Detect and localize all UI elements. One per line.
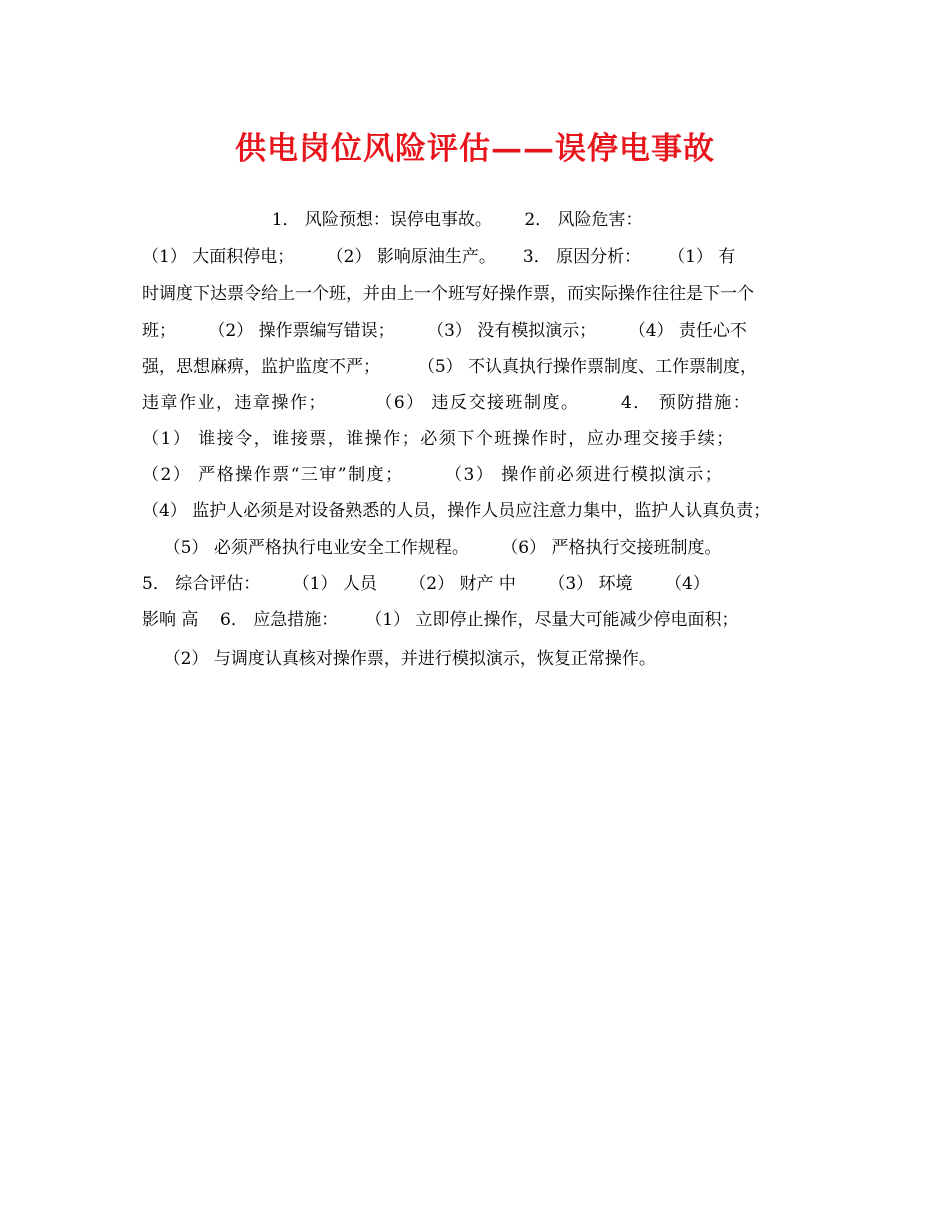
body-line: （1） 谁接令，谁接票，谁操作；必须下个班操作时，应办理交接手续； [142, 429, 735, 449]
body-line: 班； （2） 操作票编写错误； （3） 没有模拟演示； （4） 责任心不 [142, 321, 747, 341]
body-line: （2） 与调度认真核对操作票，并进行模拟演示，恢复正常操作。 [142, 649, 656, 669]
body-line: （2） 严格操作票“三审”制度； （3） 操作前必须进行模拟演示； [142, 465, 724, 485]
body-line: 1． 风险预想：误停电事故。 2． 风险危害： [142, 210, 643, 230]
body-line: （4） 监护人必须是对设备熟悉的人员，操作人员应注意力集中，监护人认真负责； [142, 501, 771, 521]
body-line: （5） 必须严格执行电业安全工作规程。 （6） 严格执行交接班制度。 [142, 538, 722, 558]
body-line: 影响 高 6． 应急措施： （1） 立即停止操作，尽量大可能减少停电面积； [142, 610, 739, 630]
body-line: 时调度下达票令给上一个班，并由上一个班写好操作票，而实际操作往往是下一个 [142, 284, 754, 304]
body-line: 违章作业，违章操作； （6） 违反交接班制度。 4． 预防措施： [142, 393, 752, 413]
body-line: （1） 大面积停电； （2） 影响原油生产。 3． 原因分析： （1） 有 [142, 247, 736, 267]
document-title: 供电岗位风险评估——误停电事故 [235, 131, 715, 167]
body-line: 5． 综合评估： （1） 人员 （2） 财产 中 （3） 环境 （4） [142, 574, 710, 594]
body-line: 强，思想麻痹，监护监度不严； （5） 不认真执行操作票制度、工作票制度， [142, 357, 758, 377]
